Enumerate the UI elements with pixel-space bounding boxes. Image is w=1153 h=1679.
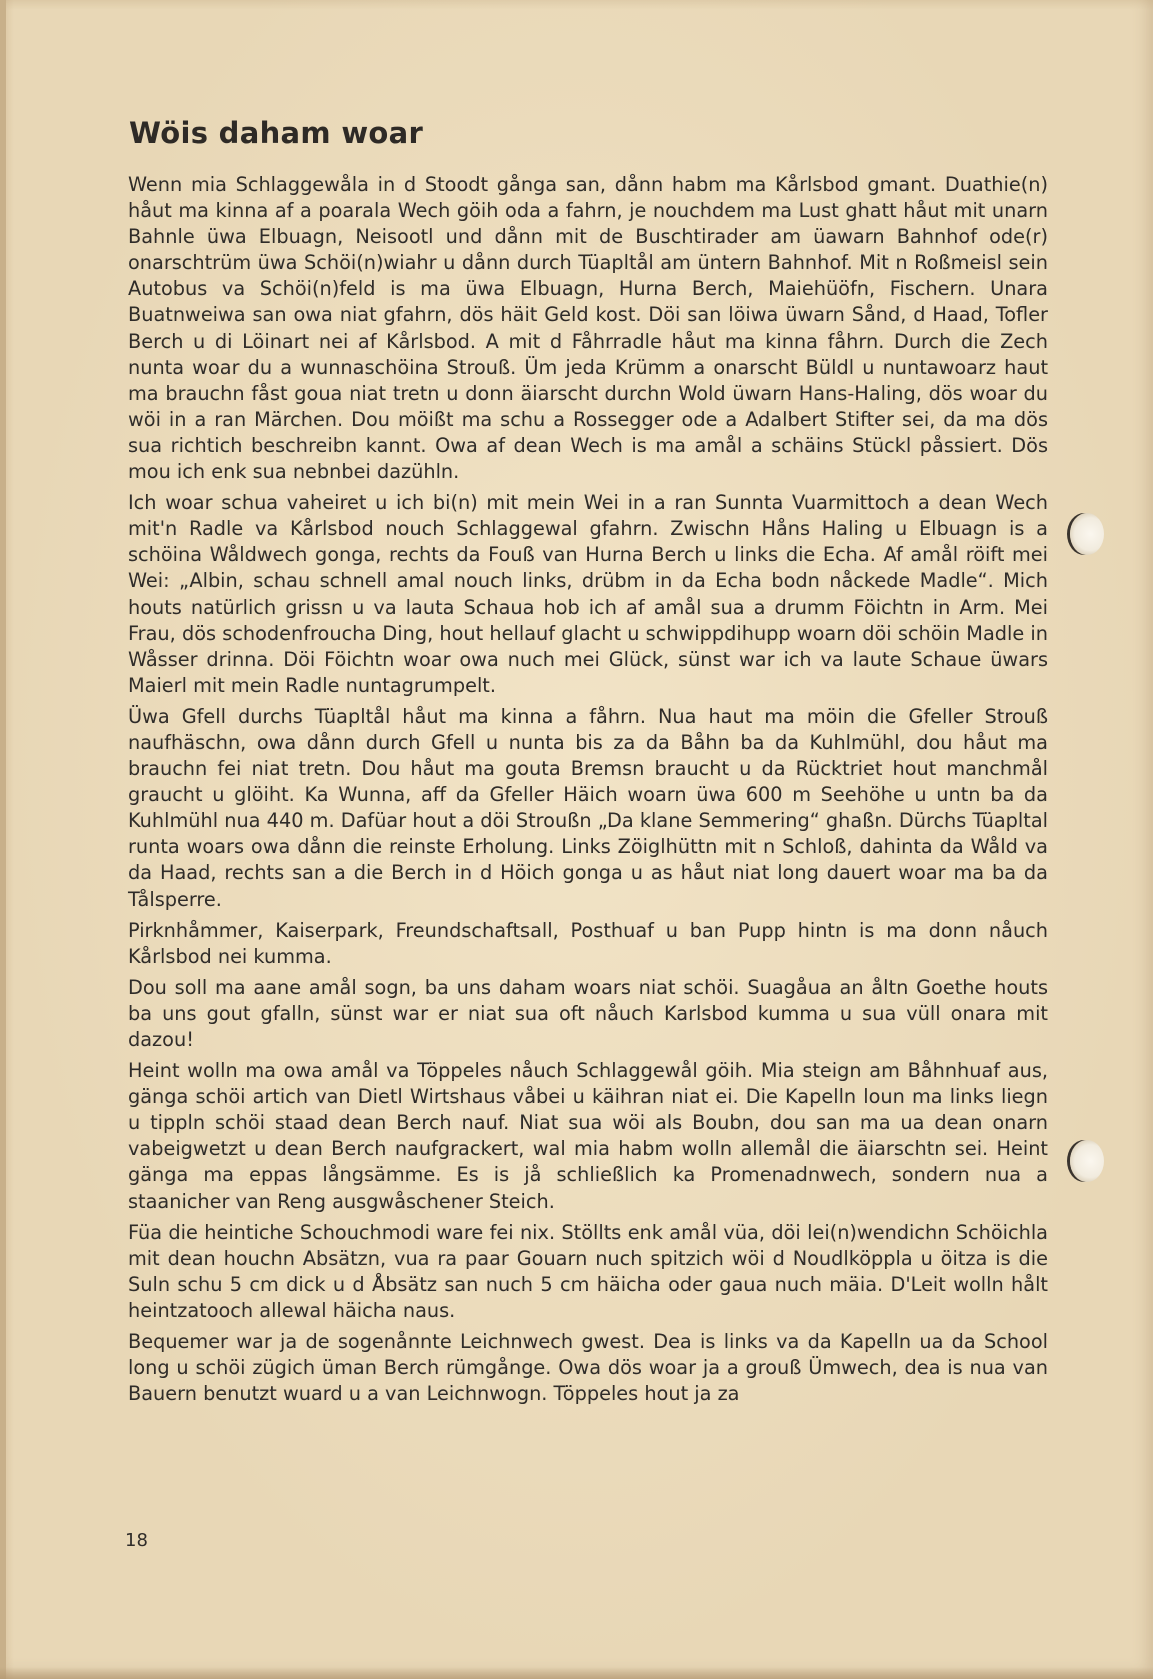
punch-hole-upper — [1070, 513, 1104, 555]
page-number: 18 — [125, 1530, 148, 1551]
page-left-edge — [0, 0, 6, 1679]
paragraph-6: Heint wolln ma owa amål va Töppeles nåuch Schlaggewål göih. Mia steign am Båhnhuaf aus, gänga schöi artich van Dietl Wirtshaus våbei u käihran niat ei. Die Kapelln loun ma links liegn u tippln schöi staad dean Berch nauf. Niat sua wöi als Boubn, dou san ma ua dean onarn vabeigwetzt u dean Berch naufgrackert, wal mia habm wolln allemål die äiarschtn sei. Heint gänga ma eppas långsämme. Es is jå schließlich ka Promenadnwech, sondern nua a staanicher van Reng ausgwåschener Steich. — [128, 1059, 1048, 1213]
paragraph-5: Dou soll ma aane amål sogn, ba uns daham woars niat schöi. Suagåua an åltn Goethe houts ba uns gout gfalln, sünst war er niat sua oft nåuch Karlsbod kumma u sua vüll onara mit dazou! — [128, 975, 1048, 1051]
paragraph-3: Üwa Gfell durchs Tüapltål håut ma kinna a fåhrn. Nua haut ma möin die Gfeller Strouß naufhäschn, owa dånn durch Gfell u nunta bis za da Båhn ba da Kuhlmühl, dou håut ma brauchn fei niat tretn. Dou håut ma gouta Bremsn braucht u da Rücktriet hout manchmål graucht u glöiht. Ka Wunna, aff da Gfeller Häich woarn üwa 600 m Seehöhe u untn ba da Kuhlmühl nua 440 m. Dafüar hout a döi Stroußn „Da klane Semmering“ ghaßn. Dürchs Tüapltal runta woars owa dånn die reinste Erholung. Links Zöiglhüttn mit n Schloß, dahinta da Wåld va da Haad, rechts san a die Berch in d Höich gonga u as håut niat long dauert woar ma ba da Tålsperre. — [128, 704, 1048, 911]
paragraph-1: Wenn mia Schlaggewåla in d Stoodt gånga san, dånn habm ma Kårlsbod gmant. Duathie(n) håut ma kinna af a poarala Wech göih oda a fahrn, je nouchdem ma Lust ghatt håut mit unarn Bahnle üwa Elbuagn, Neisootl und dånn mit de Buschtirader am üawarn Bahnhof ode(r) onarschtrüm üwa Schöi(n)wiahr u dånn durch Tüapltål am üntern Bahnhof. Mit n Roßmeisl sein Autobus va Schöi(n)feld is ma üwa Elbuagn, Hurna Berch, Maiehüöfn, Fischern. Unara Buatnweiwa san owa niat gfahrn, dös häit Geld kost. Döi san löiwa üwarn Sånd, d Haad, Tofler Berch u di Löinart nei af Kårlsbod. A mit d Fåhrradle håut ma kinna fåhrn. Durch die Zech nunta woar du a wunnaschöina Strouß. Üm jeda Krümm a onarscht Büldl u nuntawoarz haut ma brauchn fåst goua niat tretn u donn äiarscht durchn Wold üwarn Hans-Haling, dös woar du wöi in a ran Märchen. Dou möißt ma schu a Rossegger ode a Adalbert Stifter sei, da ma dös sua richtich beschreibn kannt. Owa af dean Wech is ma amål a schäins Stückl påssiert. Dös mou ich enk sua nebnbei dazühln. — [128, 173, 1048, 484]
paragraph-4: Pirknhåmmer, Kaiserpark, Freundschaftsall, Posthuaf u ban Pupp hintn is ma donn nåuch Kårlsbod nei kumma. — [128, 918, 1048, 968]
page-title: Wöis daham woar — [129, 116, 424, 150]
paragraph-8: Bequemer war ja de sogenånnte Leichnwech gwest. Dea is links va da Kapelln ua da School long u schöi zügich üman Berch rümgånge. Owa dös woar ja a grouß Ümwech, dea is nua van Bauern benutzt wuard u a van Leichnwogn. Töppeles hout ja za — [128, 1330, 1048, 1406]
article-body — [128, 172, 1048, 1412]
punch-hole-lower — [1070, 1140, 1104, 1182]
paragraph-2: Ich woar schua vaheiret u ich bi(n) mit mein Wei in a ran Sunnta Vuarmittoch a dean Wech mit'n Radle va Kårlsbod nouch Schlaggewal gfahrn. Zwischn Håns Haling u Elbuagn is a schöina Wåldwech gonga, rechts da Fouß van Hurna Berch u links die Echa. Af amål röift mei Wei: „Albin, schau schnell amal nouch links, drübm in da Echa bodn nåckede Madle“. Mich houts natürlich grissn u va lauta Schaua hob ich af amål sua a drumm Föichtn in Arm. Mei Frau, dös schodenfroucha Ding, hout hellauf glacht u schwippdihupp woarn döi schöin Madle in Wåsser drinna. Döi Föichtn woar owa nuch mei Glück, sünst war ich va laute Schaue üwars Maierl mit mein Radle nuntagrumpelt. — [128, 491, 1048, 697]
page-bottom-edge — [0, 1667, 1153, 1679]
paragraph-7: Füa die heintiche Schouchmodi ware fei nix. Stöllts enk amål vüa, döi lei(n)wendichn Schöichla mit dean houchn Absätzn, vua ra paar Gouarn nuch spitzich wöi d Noudlköppla u öitza is die Suln schu 5 cm dick u d Åbsätz san nuch 5 cm häicha oder gaua nuch mäia. D'Leit wolln hålt heintzatooch allewal häicha naus. — [128, 1220, 1048, 1322]
